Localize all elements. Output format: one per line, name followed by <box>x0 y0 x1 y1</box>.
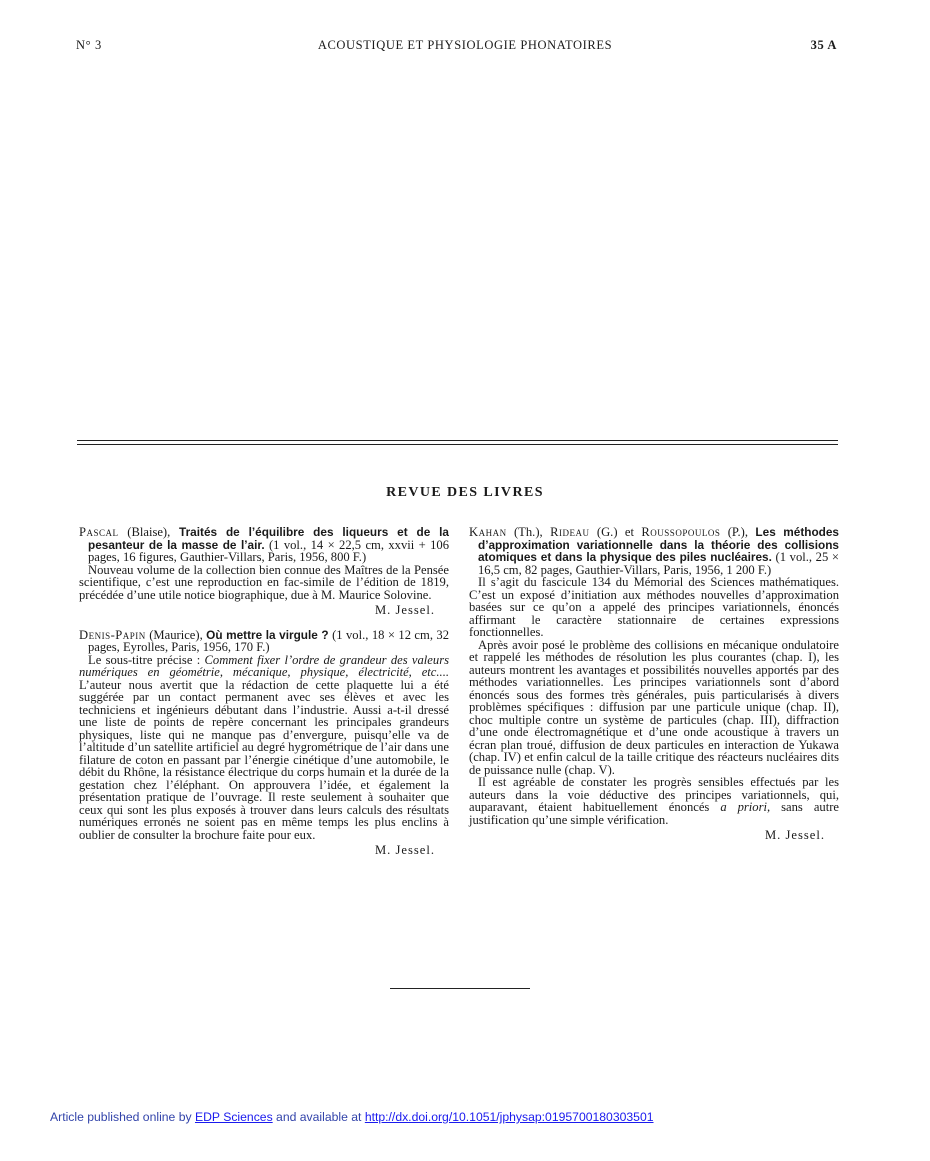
italic-phrase: a priori, <box>720 800 771 814</box>
reviewer-signature: M. Jessel. <box>374 843 435 857</box>
section-rule-bottom <box>77 444 838 445</box>
author-initials: (Maurice), <box>145 627 207 642</box>
author-name: Rideau <box>550 525 590 539</box>
right-column <box>469 526 839 854</box>
author-initials: (Th.), <box>506 525 551 539</box>
review-kahan <box>469 526 839 842</box>
book-details: (1 vol., 14 × 22,5 cm, xxvii + 106 pages, 16 figures, Gauthier-Villars, Paris, 1956, 800 F.) <box>88 537 449 564</box>
review-paragraph: Après avoir posé le problème des collisions en mécanique ondulatoire et rappelé les méthodes de résolution les plus courantes (chap. I), les auteurs montrent les avantages et possibilités nouvelles apportés par des méthodes variationnelles. Les principes variationnels sont d’abord énoncés sous des formes très générales, puis particularisés à divers problèmes spécifiques : diffusion par une particule unique (chap. II), choc multiple contre un système de particules (chap. III), diffraction d’une onde électromagnétique et d’une onde acoustique à travers un écran plan troué, diffusion de deux particules en interaction de Yukawa (chap. IV) et enfin calcul de la taille critique des réacteurs nucléaires dits de puissance nulle (chap. V). <box>469 637 839 777</box>
review-reference <box>79 526 449 564</box>
author-initials: (G.) et <box>589 525 642 539</box>
review-paragraph: Nouveau volume de la collection bien connue des Maîtres de la Pensée scientifique, c’est une reproduction en fac-simile de l’édition de 1819, précédée d’une utile notice biographique, due à M. Maurice Solovine. <box>79 562 449 602</box>
running-title: ACOUSTIQUE ET PHYSIOLOGIE PHONATOIRES <box>317 38 613 52</box>
end-rule <box>390 988 530 989</box>
author-name: Denis-Papin <box>79 627 146 642</box>
review-text: Il est agréable de constater les progrès sensibles effectués par les auteurs dans la voie déductive des principes variationnels, qui, auparavant, étaient habituellement énoncés <box>469 775 839 814</box>
review-paragraph <box>79 654 449 842</box>
book-details: (1 vol., 25 × 16,5 cm, 82 pages, Gauthier-Villars, Paris, 1956, 1 200 F.) <box>478 550 840 577</box>
book-title: Les méthodes d’approximation variationnelle dans la théorie des collisions atomiques et dans la physique des piles nucléaires. <box>478 525 839 564</box>
review-paragraph: Il s’agit du fascicule 134 du Mémorial des Sciences mathématiques. C’est un exposé d’initiation aux méthodes nouvelles d’approximation basées sur ce qu’on a appelé des principes variationnels, énoncés affirmant le caractère stationnaire de certaines expressions fonctionnelles. <box>469 575 839 639</box>
review-denis-papin <box>79 629 449 857</box>
reviewer-signature: M. Jessel. <box>374 603 435 617</box>
author-initials: (Blaise), <box>118 525 180 539</box>
left-column <box>79 526 449 869</box>
footer-text: and available at <box>272 1110 365 1124</box>
publication-footer <box>50 1110 654 1124</box>
book-title: Où mettre la virgule ? <box>206 627 329 642</box>
section-title: REVUE DES LIVRES <box>386 485 544 500</box>
review-reference <box>469 526 839 576</box>
subtitle-lead: Le sous-titre précise : <box>88 652 205 667</box>
doi-link[interactable]: http://dx.doi.org/10.1051/jphysap:0195700180303501 <box>364 1110 654 1124</box>
book-title: Traités de l’équilibre des liqueurs et de la pesanteur de la masse de l’air. <box>88 525 449 552</box>
author-name: Kahan <box>469 525 507 539</box>
author-name: Pascal <box>79 525 119 539</box>
review-pascal <box>79 526 449 617</box>
footer-text: Article published online by <box>50 1110 195 1124</box>
review-text: sans autre justification qu’une simple vérification. <box>469 800 839 827</box>
publisher-link[interactable]: EDP Sciences <box>194 1110 273 1124</box>
book-details: (1 vol., 18 × 12 cm, 32 pages, Eyrolles, Paris, 1956, 170 F.) <box>88 627 449 654</box>
section-rule-top <box>77 440 838 441</box>
review-paragraph <box>469 776 839 826</box>
page-number: 35 A <box>810 38 837 52</box>
review-text: L’auteur nous avertit que la rédaction de cette plaquette lui a été suggérée par un contact permanent avec ses élèves et avec les techniciens et ingénieurs débutant dans l’industrie. Aussi a-t-il dressé une liste de points de repère concernant les principales grandeurs physiques, liste qui ne manque pas d’envergure, puisqu’elle va de l’altitude d’un satellite artificiel au degré hygrométrique de l’air dans une filature de coton en passant par l’énergie cinétique d’une automobile, le débit du Rhône, la résistance électrique du corps humain et la durée de la gestation chez l’éléphant. On approuvera l’idée, et également la présentation pratique de l’ouvrage. Il reste seulement à souhaiter que ceux qui sont les plus exposés à trouver dans leurs calculs des résultats numériques erronés ne soient pas en même temps les plus enclins à oublier de consulter la brochure faite pour eux. <box>79 677 449 842</box>
author-initials: (P.), <box>720 525 756 539</box>
author-name: Roussopoulos <box>641 525 721 539</box>
review-reference <box>79 629 449 654</box>
reviewer-signature: M. Jessel. <box>764 828 825 842</box>
issue-number: N° 3 <box>76 38 102 52</box>
subtitle-quote: Comment fixer l’ordre de grandeur des valeurs numériques en géométrie, mécanique, physique, électricité, etc.... <box>79 652 449 679</box>
